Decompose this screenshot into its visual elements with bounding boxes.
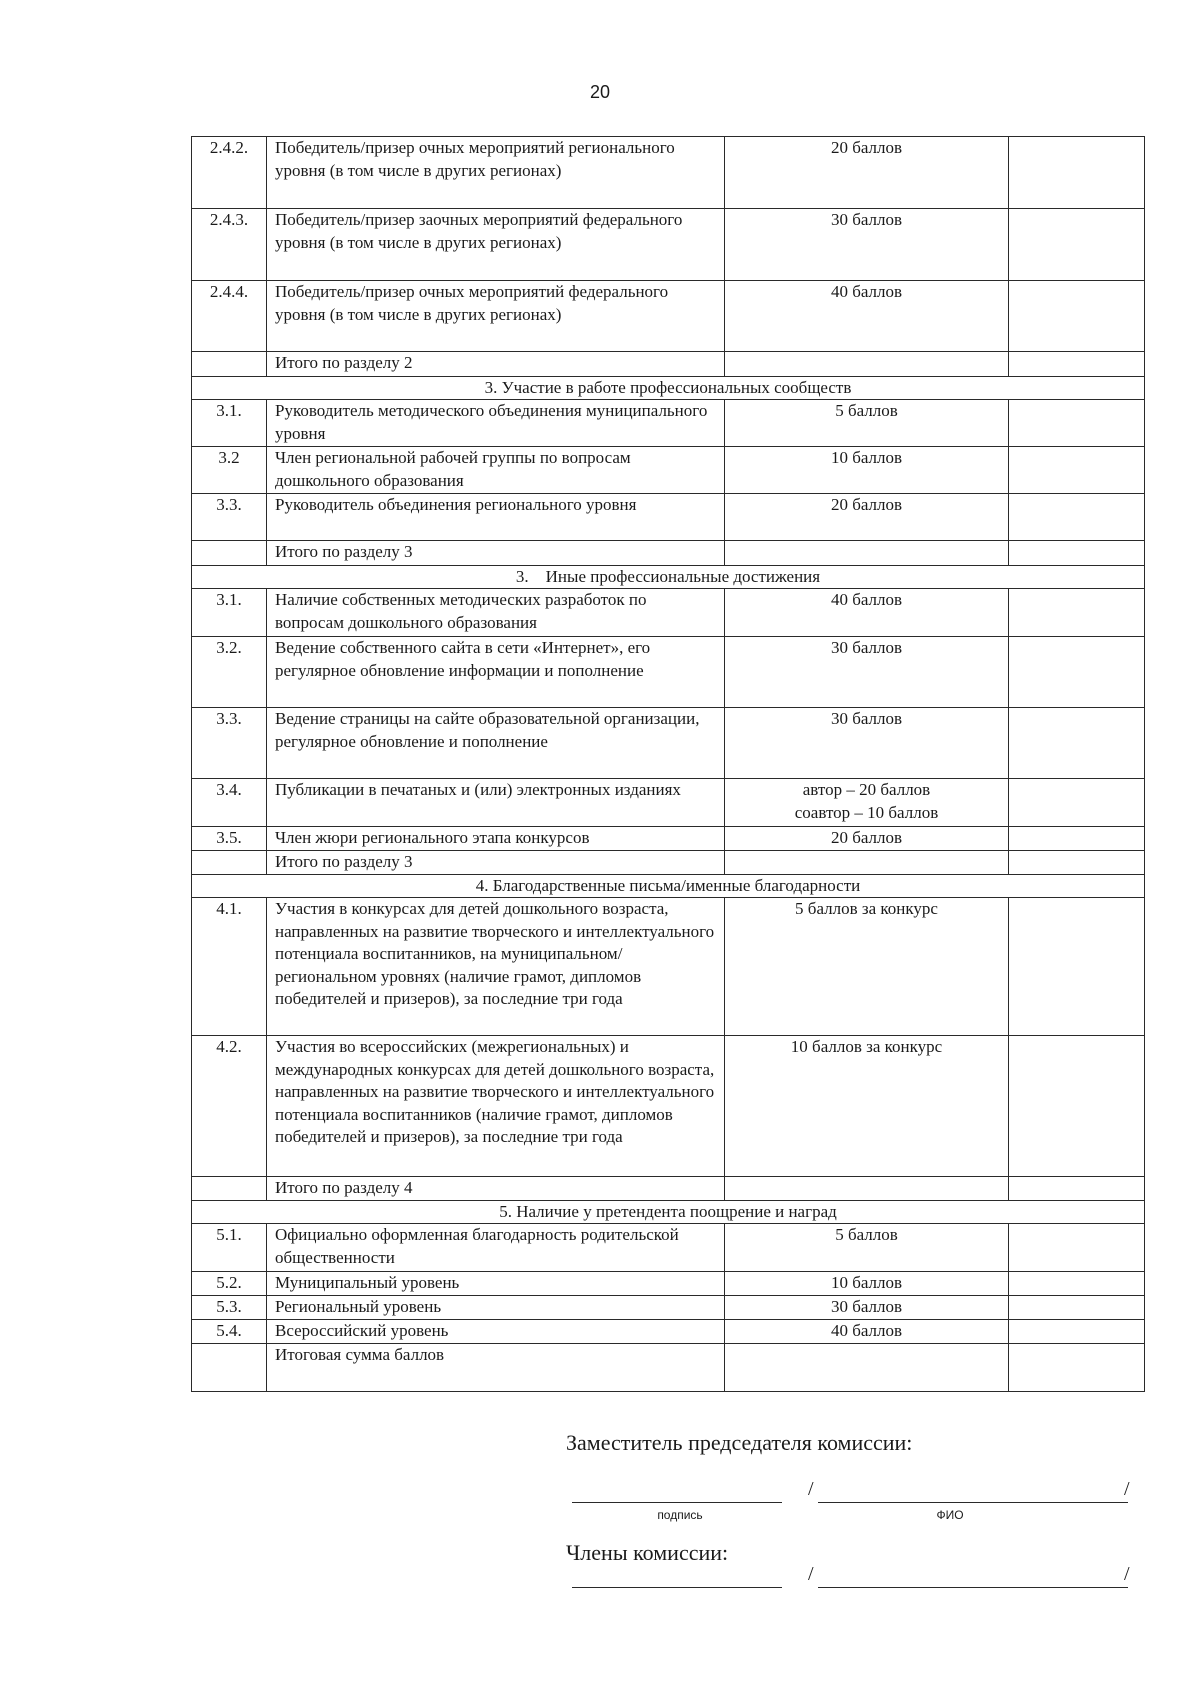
- score-cell: [1009, 209, 1145, 281]
- item-points: 10 баллов: [725, 1272, 1009, 1296]
- signature-line: [572, 1502, 782, 1503]
- score-cell: [1009, 708, 1145, 779]
- name-caption: ФИО: [936, 1508, 964, 1522]
- item-points: [725, 851, 1009, 875]
- table-row: [192, 209, 1145, 281]
- score-cell: [1009, 1224, 1145, 1272]
- subtotal-label: Итого по разделу 2: [267, 352, 725, 377]
- item-points: 5 баллов: [725, 400, 1009, 447]
- slash-right: /: [1124, 1478, 1130, 1500]
- item-description: Член жюри регионального этапа конкурсов: [267, 827, 725, 851]
- item-number: 5.2.: [192, 1272, 267, 1296]
- item-number: [192, 851, 267, 875]
- item-points: 10 баллов: [725, 447, 1009, 494]
- table-row: [192, 1177, 1145, 1201]
- name-line: [818, 1502, 1128, 1503]
- item-number: 5.4.: [192, 1320, 267, 1344]
- table-row: [192, 1320, 1145, 1344]
- item-number: 4.1.: [192, 898, 267, 1036]
- item-points: 20 баллов: [725, 494, 1009, 541]
- item-number: 3.5.: [192, 827, 267, 851]
- table-row: [192, 851, 1145, 875]
- score-cell: [1009, 494, 1145, 541]
- item-description: Всероссийский уровень: [267, 1320, 725, 1344]
- item-description: Победитель/призер заочных мероприятий федерального уровня (в том числе в других регионах): [267, 209, 725, 281]
- table-row: [192, 541, 1145, 566]
- score-cell: [1009, 447, 1145, 494]
- item-description: Ведение страницы на сайте образовательной организации, регулярное обновление и пополнение: [267, 708, 725, 779]
- section-row: [192, 1201, 1145, 1224]
- item-description: Руководитель объединения регионального уровня: [267, 494, 725, 541]
- section-heading: 3. Участие в работе профессиональных сообществ: [192, 377, 1145, 400]
- item-number: [192, 352, 267, 377]
- section-row: [192, 377, 1145, 400]
- table-row: [192, 708, 1145, 779]
- author-points: автор – 20 баллов: [802, 780, 931, 799]
- table-row: [192, 1344, 1145, 1392]
- section-heading: 5. Наличие у претендента поощрение и наград: [192, 1201, 1145, 1224]
- score-cell: [1009, 1272, 1145, 1296]
- signature-caption: подпись: [657, 1508, 703, 1522]
- section-row: [192, 566, 1145, 589]
- table-row: [192, 400, 1145, 447]
- signature-line: [572, 1587, 782, 1588]
- score-cell: [1009, 352, 1145, 377]
- item-number: 2.4.3.: [192, 209, 267, 281]
- item-description: Участия в конкурсах для детей дошкольного возраста, направленных на развитие творческого и интеллектуального потенциала воспитанников, на муниципальном/региональном уровнях (наличие грамот, дипломов победителей и призеров), за последние три года: [267, 898, 725, 1036]
- item-points: 30 баллов: [725, 1296, 1009, 1320]
- item-points: 40 баллов: [725, 281, 1009, 352]
- score-cell: [1009, 1320, 1145, 1344]
- table-row: [192, 779, 1145, 827]
- subtotal-label: Итого по разделу 4: [267, 1177, 725, 1201]
- table-row: [192, 281, 1145, 352]
- item-description: Ведение собственного сайта в сети «Интернет», его регулярное обновление информации и пополнение: [267, 637, 725, 708]
- table-row: [192, 898, 1145, 1036]
- item-description: Победитель/призер очных мероприятий регионального уровня (в том числе в других регионах): [267, 137, 725, 209]
- score-cell: [1009, 400, 1145, 447]
- item-description: Руководитель методического объединения муниципального уровня: [267, 400, 725, 447]
- item-points: [725, 779, 1009, 827]
- score-cell: [1009, 898, 1145, 1036]
- item-number: [192, 1177, 267, 1201]
- score-cell: [1009, 1177, 1145, 1201]
- slash-left: /: [808, 1478, 814, 1500]
- table-row: [192, 1224, 1145, 1272]
- item-number: 5.1.: [192, 1224, 267, 1272]
- item-number: 3.3.: [192, 494, 267, 541]
- score-cell: [1009, 1036, 1145, 1177]
- score-cell: [1009, 1296, 1145, 1320]
- item-points: 5 баллов: [725, 1224, 1009, 1272]
- item-number: 3.2.: [192, 637, 267, 708]
- item-points: 10 баллов за конкурс: [725, 1036, 1009, 1177]
- table-row: [192, 137, 1145, 209]
- score-cell: [1009, 827, 1145, 851]
- deputy-chair-title: Заместитель председателя комиссии:: [566, 1430, 913, 1455]
- item-number: 3.4.: [192, 779, 267, 827]
- table-row: [192, 637, 1145, 708]
- score-cell: [1009, 779, 1145, 827]
- item-description: Победитель/призер очных мероприятий федерального уровня (в том числе в других регионах): [267, 281, 725, 352]
- slash-left: /: [808, 1563, 814, 1585]
- item-points: [725, 1177, 1009, 1201]
- members-title: Члены комиссии:: [566, 1540, 729, 1565]
- table-row: [192, 352, 1145, 377]
- item-points: 5 баллов за конкурс: [725, 898, 1009, 1036]
- section-row: [192, 875, 1145, 898]
- coauthor-points: соавтор – 10 баллов: [794, 802, 939, 822]
- item-number: 2.4.2.: [192, 137, 267, 209]
- name-line: [818, 1587, 1128, 1588]
- item-number: 3.3.: [192, 708, 267, 779]
- item-points: 20 баллов: [725, 137, 1009, 209]
- item-description: Член региональной рабочей группы по вопросам дошкольного образования: [267, 447, 725, 494]
- table-row: [192, 447, 1145, 494]
- item-points: 40 баллов: [725, 1320, 1009, 1344]
- scoring-table: [191, 136, 1145, 1392]
- table-row: [192, 1036, 1145, 1177]
- item-description: Участия во всероссийских (межрегиональных) и международных конкурсах для детей дошкольного возраста, направленных на развитие творческого и интеллектуального потенциала воспитанников (наличие грамот, дипломов победителей и призеров), за последние три года: [267, 1036, 725, 1177]
- score-cell: [1009, 637, 1145, 708]
- item-number: 4.2.: [192, 1036, 267, 1177]
- score-cell: [1009, 137, 1145, 209]
- slash-right: /: [1124, 1563, 1130, 1585]
- item-points: [725, 541, 1009, 566]
- item-points: 40 баллов: [725, 589, 1009, 637]
- item-number: [192, 541, 267, 566]
- item-description: Муниципальный уровень: [267, 1272, 725, 1296]
- item-description: Официально оформленная благодарность родительской общественности: [267, 1224, 725, 1272]
- table-row: [192, 589, 1145, 637]
- page-number: 20: [589, 82, 611, 102]
- score-cell: [1009, 589, 1145, 637]
- item-number: 3.2: [192, 447, 267, 494]
- item-number: [192, 1344, 267, 1392]
- item-number: 2.4.4.: [192, 281, 267, 352]
- item-points: 30 баллов: [725, 708, 1009, 779]
- item-points: 30 баллов: [725, 209, 1009, 281]
- table-row: [192, 1296, 1145, 1320]
- item-description: Публикации в печатаных и (или) электронных изданиях: [267, 779, 725, 827]
- item-description: Наличие собственных методических разработок по вопросам дошкольного образования: [267, 589, 725, 637]
- section-heading: 3. Иные профессиональные достижения: [192, 566, 1145, 589]
- item-description: Региональный уровень: [267, 1296, 725, 1320]
- subtotal-label: Итого по разделу 3: [267, 541, 725, 566]
- item-points: 30 баллов: [725, 637, 1009, 708]
- table-row: [192, 1272, 1145, 1296]
- table-row: [192, 827, 1145, 851]
- score-cell: [1009, 541, 1145, 566]
- item-number: 3.1.: [192, 400, 267, 447]
- subtotal-label: Итого по разделу 3: [267, 851, 725, 875]
- table-row: [192, 494, 1145, 541]
- item-points: [725, 352, 1009, 377]
- total-label: Итоговая сумма баллов: [267, 1344, 725, 1392]
- section-heading: 4. Благодарственные письма/именные благодарности: [192, 875, 1145, 898]
- item-points: 20 баллов: [725, 827, 1009, 851]
- item-points: [725, 1344, 1009, 1392]
- score-cell: [1009, 281, 1145, 352]
- score-cell: [1009, 1344, 1145, 1392]
- item-number: 5.3.: [192, 1296, 267, 1320]
- score-cell: [1009, 851, 1145, 875]
- item-number: 3.1.: [192, 589, 267, 637]
